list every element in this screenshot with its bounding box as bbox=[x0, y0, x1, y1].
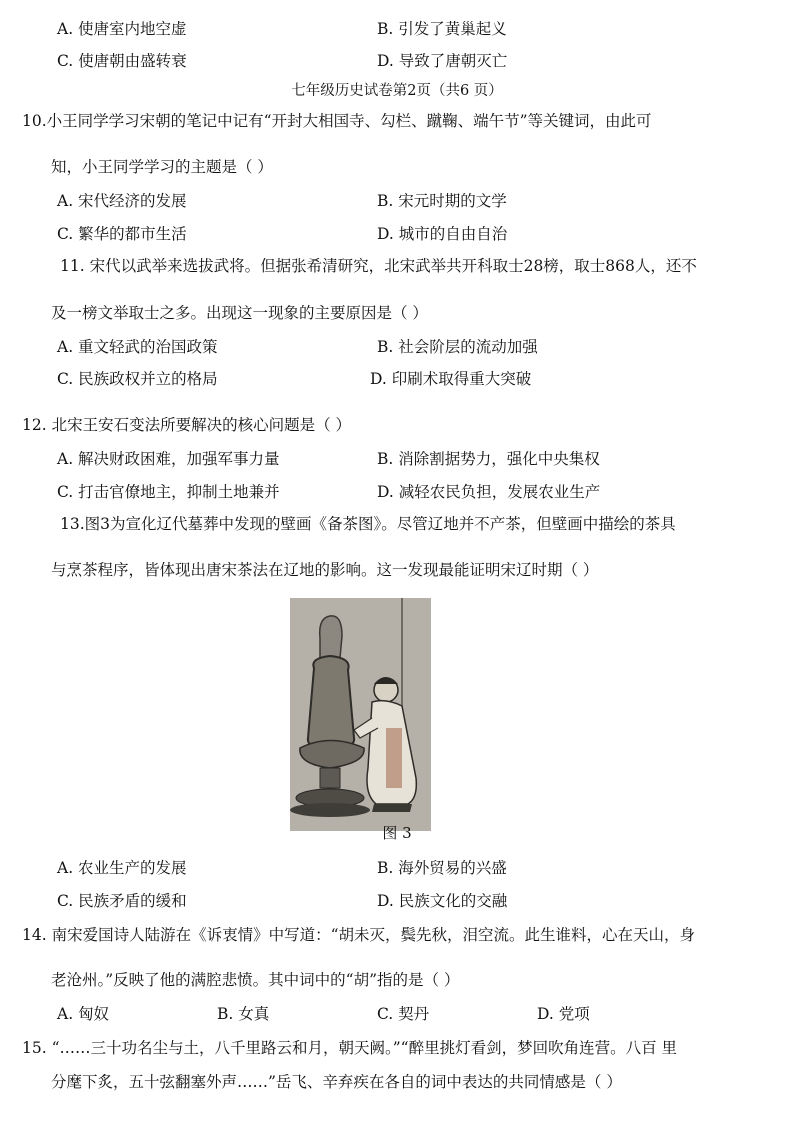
question-stem-line: 15. “……三十功名尘与土，八千里路云和月，朝天阙。”“醉里挑灯看剑，梦回吹角连营。八百 里 bbox=[22, 1039, 678, 1057]
option-c[interactable]: C. 民族政权并立的格局 bbox=[57, 370, 218, 388]
option-b[interactable]: B. 女真 bbox=[217, 1005, 270, 1023]
question-stem-line: 12. 北宋王安石变法所要解决的核心问题是（ ） bbox=[22, 416, 352, 434]
option-c[interactable]: C. 使唐朝由盛转衰 bbox=[57, 52, 187, 70]
stand-foot bbox=[290, 803, 370, 817]
tea-vessel bbox=[308, 656, 354, 750]
question-stem-line: 与烹茶程序，皆体现出唐宋茶法在辽地的影响。这一发现最能证明宋辽时期（ ） bbox=[51, 561, 599, 579]
vessel-stand bbox=[320, 768, 340, 788]
option-a[interactable]: A. 重文轻武的治国政策 bbox=[57, 338, 218, 356]
mural-figure-image bbox=[290, 598, 431, 831]
vessel-handle bbox=[320, 616, 342, 658]
option-c[interactable]: C. 打击官僚地主，抑制土地兼并 bbox=[57, 483, 280, 501]
question-stem-line: 分麾下炙，五十弦翻塞外声……”岳飞、辛弃疾在各自的词中表达的共同情感是（ ） bbox=[51, 1073, 622, 1091]
mural-illustration bbox=[290, 598, 431, 831]
option-d[interactable]: D. 民族文化的交融 bbox=[377, 892, 508, 910]
option-a[interactable]: A. 宋代经济的发展 bbox=[57, 192, 187, 210]
page-footer: 七年级历史试卷第2页（共6 页） bbox=[291, 83, 503, 99]
question-stem-line: 老沧州。”反映了他的满腔悲愤。其中词中的“胡”指的是（ ） bbox=[51, 971, 460, 989]
figure-caption: 图 3 bbox=[382, 824, 412, 842]
figure-feet bbox=[372, 804, 412, 812]
option-c[interactable]: C. 民族矛盾的缓和 bbox=[57, 892, 187, 910]
question-stem-line: 14. 南宋爱国诗人陆游在《诉衷情》中写道：“胡未灭，鬓先秋，泪空流。此生谁料，心在天山，身 bbox=[22, 926, 696, 944]
option-d[interactable]: D. 党项 bbox=[537, 1005, 590, 1023]
option-c[interactable]: C. 契丹 bbox=[377, 1005, 430, 1023]
figure-sash bbox=[386, 728, 402, 788]
option-b[interactable]: B. 社会阶层的流动加强 bbox=[377, 338, 538, 356]
option-a[interactable]: A. 农业生产的发展 bbox=[57, 859, 187, 877]
option-a[interactable]: A. 使唐室内地空虚 bbox=[57, 20, 187, 38]
option-a[interactable]: A. 解决财政困难，加强军事力量 bbox=[57, 450, 280, 468]
option-c[interactable]: C. 繁华的都市生活 bbox=[57, 225, 187, 243]
question-stem-line: 13.图3为宣化辽代墓葬中发现的壁画《备茶图》。尽管辽地并不产茶，但壁画中描绘的茶具 bbox=[60, 515, 676, 533]
option-b[interactable]: B. 消除割据势力，强化中央集权 bbox=[377, 450, 600, 468]
question-stem-line: 10.小王同学学习宋朝的笔记中记有“开封大相国寺、勾栏、蹴鞠、端午节”等关键词，由此可 bbox=[22, 112, 652, 130]
option-d[interactable]: D. 城市的自由自治 bbox=[377, 225, 508, 243]
option-b[interactable]: B. 引发了黄巢起义 bbox=[377, 20, 507, 38]
option-b[interactable]: B. 宋元时期的文学 bbox=[377, 192, 507, 210]
question-stem-line: 及一榜文举取士之多。出现这一现象的主要原因是（ ） bbox=[51, 304, 428, 322]
option-d[interactable]: D. 印刷术取得重大突破 bbox=[370, 370, 532, 388]
option-a[interactable]: A. 匈奴 bbox=[57, 1005, 110, 1023]
question-stem-line: 11. 宋代以武举来选拔武将。但据张希清研究，北宋武举共开科取士28榜，取士868人，还不 bbox=[60, 257, 697, 275]
question-stem-line: 知，小王同学学习的主题是（ ） bbox=[51, 158, 273, 176]
option-b[interactable]: B. 海外贸易的兴盛 bbox=[377, 859, 507, 877]
option-d[interactable]: D. 导致了唐朝灭亡 bbox=[377, 52, 508, 70]
option-d[interactable]: D. 减轻农民负担，发展农业生产 bbox=[377, 483, 601, 501]
